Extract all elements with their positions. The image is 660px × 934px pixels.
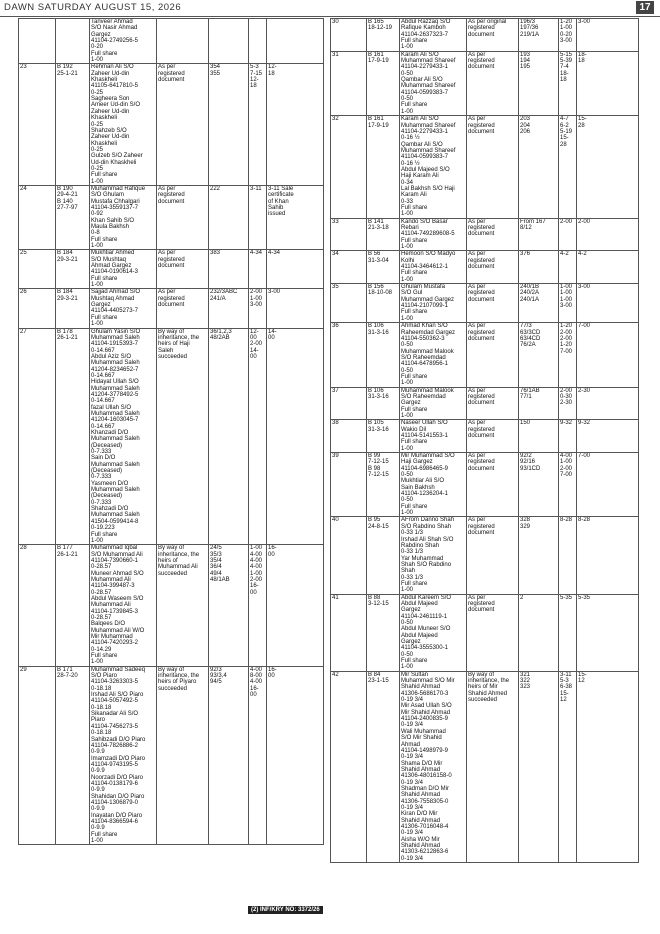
cell-persons: Abdul Razzaq S/O Rafique Kamboh 41104-2637323-7 Full share 1-00 xyxy=(400,19,467,52)
cell-area: 8-28 xyxy=(559,517,577,594)
cell-survey: 92/3 93/3,4 94/5 xyxy=(209,666,249,845)
cell-date: B 177 26-1-21 xyxy=(56,545,90,667)
cell-persons: Hemoon S/O Madyo Kolhi 41104-3464612-1 Full share 1-00 xyxy=(400,251,467,284)
cell-date: B 161 17-9-19 xyxy=(367,51,400,115)
cell-remarks: 2-30 xyxy=(577,387,639,420)
cell-area: 4-2 xyxy=(559,251,577,284)
cell-no: 26 xyxy=(19,289,56,328)
cell-remarks: 16- 00 xyxy=(267,666,324,845)
cell-date: B 106 31-3-16 xyxy=(367,387,400,420)
table-row xyxy=(19,289,324,328)
table-row xyxy=(331,218,639,251)
cell-no: 25 xyxy=(19,250,56,289)
cell-nature: As per registered document xyxy=(467,517,519,594)
table-row xyxy=(331,19,639,52)
cell-area: 1-20 2-00 2-00 1-20 7-00 xyxy=(559,323,577,387)
cell-remarks: 12- 18 xyxy=(267,64,324,186)
cell-nature: By way of inheritance, the heirs of Haji Saleh succeeded xyxy=(157,328,209,545)
cell-area: 2-00 xyxy=(559,218,577,251)
cell-persons: Tanveer Ahmad S/O Nasir Ahmad Gargez 41104-2749256-5 0-20 Full share 1-00 xyxy=(90,19,157,64)
cell-no: 42 xyxy=(331,671,367,862)
cell-no: 24 xyxy=(19,185,56,249)
cell-persons: Rehman Ali S/O Zaheer Ud-din Khaskheli 41105-6417810-5 0-25 Sagheera Son Ameer Ud-din S/O Zaheer Ud-din Khaskheli 0-25 Shahzeb S/O Zaheer Ud-din Khaskheli 0-25 Gulzeb S/O Zaheer Ud-din Khaskheli 0-25 Full share 1-00 xyxy=(90,64,157,186)
cell-area: 4-00 8-00 4-00 16- 00 xyxy=(249,666,267,845)
table-row xyxy=(331,420,639,453)
cell-persons: Muhammad Malook S/O Raheemdad Gargez Full share 1-00 xyxy=(400,387,467,420)
cell-area xyxy=(249,19,267,64)
cell-date: B 178 26-1-21 xyxy=(56,328,90,545)
cell-date: B 184 29-3-21 xyxy=(56,289,90,328)
cell-remarks: 2-00 xyxy=(577,218,639,251)
cell-no: 33 xyxy=(331,218,367,251)
cell-no: 34 xyxy=(331,251,367,284)
table-row xyxy=(19,328,324,545)
table-row xyxy=(331,387,639,420)
cell-persons: Karam Ali S/O Muhammad Shareef 41104-2279433-1 0-50 Qambar Ali S/O Muhammad Shareef 41104-0599383-7 0-50 Full share 1-00 xyxy=(400,51,467,115)
cell-remarks: 14- 00 xyxy=(267,328,324,545)
cell-survey: 76/1AB 77/1 xyxy=(519,387,559,420)
cell-persons: Mir Muhammad S/O Haji Gargez 41104-6986465-9 0-50 Mukhtiar Ali S/O Sain Bakhsh 41104-1236204-1 0-50 Full share 1-00 xyxy=(400,453,467,517)
cell-no: 40 xyxy=(331,517,367,594)
cell-persons: Mukhtiar Ahmed S/O Mushtaq Ahmad Gargez 41104-0190614-3 Full share 1-00 xyxy=(90,250,157,289)
cell-date: B 106 31-3-16 xyxy=(367,323,400,387)
cell-no: 23 xyxy=(19,64,56,186)
cell-no: 38 xyxy=(331,420,367,453)
cell-nature: By way of inheritance, the heirs of Piyaro succeeded xyxy=(157,666,209,845)
cell-date: B 165 18-12-19 xyxy=(367,19,400,52)
cell-persons: Ghulam Yasin S/O Muhammad Saleh 41104-1915393-7 0-14.667 Abdul Aziz S/O Muhammad Saleh 41204-8234652-7 0-14.667 Hidayat Ullah S/O Muhammad Saleh 41204-3778492-5 0-14.667 fazal Ullah S/O Muhammad Saleh 41204-1603045-7 0-14.667 Khanzadi D/O Muhammad Saleh (Deceased) 0-7.333 Sain D/O Muhammad Saleh (Deceased) 0-7.333 Yasmeen D/O Muhammad Saleh (Deceased) 0-7.333 Shahzadi D/O Muhammad Saleh 41504-0599414-8 0-19.223 Full share 1-00 xyxy=(90,328,157,545)
cell-area: 3-11 xyxy=(249,185,267,249)
cell-date: B 88 3-12-15 xyxy=(367,594,400,671)
cell-date: B 192 25-1-21 xyxy=(56,64,90,186)
cell-persons: AFrom Danno Shah S/O Rabdino Shah 0-33 1/3 Irshad Ali Shah S/O Rabdino Shah 0-33 1/3 Yar Muhammad Shah S/O Rabdino Shah 0-33 1/3 Full share 1-00 xyxy=(400,517,467,594)
cell-nature: As per registered document xyxy=(157,185,209,249)
cell-nature: As per registered document xyxy=(467,323,519,387)
table-row xyxy=(19,185,324,249)
cell-remarks: 9-32 xyxy=(577,420,639,453)
cell-persons: Ghulam Mustafa S/O Gul Muhammad Gargez 41104-2107099-1 Full share 1-00 xyxy=(400,284,467,323)
cell-area: 1-00 1-00 1-00 3-00 xyxy=(559,284,577,323)
cell-remarks: 15- 12 xyxy=(577,671,639,862)
table-row xyxy=(331,671,639,862)
cell-area: 2-00 1-00 3-00 xyxy=(249,289,267,328)
cell-date: B 190 29-4-21 B 140 27-7-97 xyxy=(56,185,90,249)
table-row xyxy=(19,250,324,289)
cell-date: B 56 31-3-04 xyxy=(367,251,400,284)
cell-remarks: 8-28 xyxy=(577,517,639,594)
cell-nature: As per registered document xyxy=(467,594,519,671)
table-row xyxy=(331,594,639,671)
cell-nature xyxy=(157,19,209,64)
table-row xyxy=(331,453,639,517)
table-row xyxy=(19,545,324,667)
table-row xyxy=(331,323,639,387)
cell-area: 4-00 1-00 2-00 7-00 xyxy=(559,453,577,517)
cell-survey: 77/3 63/3CD 63/4CD 76/2A xyxy=(519,323,559,387)
cell-survey: 2 xyxy=(519,594,559,671)
cell-survey: 321 322 323 xyxy=(519,671,559,862)
cell-date: B 141 21-3-18 xyxy=(367,218,400,251)
cell-nature: As per registered document xyxy=(467,284,519,323)
cell-no: 39 xyxy=(331,453,367,517)
table-row xyxy=(331,51,639,115)
cell-survey: 232/3ABC 241/A xyxy=(209,289,249,328)
cell-area: 9-32 xyxy=(559,420,577,453)
cell-survey: 193 194 195 xyxy=(519,51,559,115)
cell-survey: 240/1B 240/2A 240/1A xyxy=(519,284,559,323)
cell-date: B 161 17-9-19 xyxy=(367,116,400,219)
cell-persons: Abdul Kareem S/O Abdul Majeed Gargez 41104-2461119-1 0-50 Abdul Muneer S/O Abdul Majeed Gargez 41104-3555300-1 0-50 Full share 1-00 xyxy=(400,594,467,671)
cell-nature: As per registered document xyxy=(157,289,209,328)
cell-area: 5-35 xyxy=(559,594,577,671)
cell-nature: As per original registered document xyxy=(467,19,519,52)
cell-no: 30 xyxy=(331,19,367,52)
cell-remarks: 7-00 xyxy=(577,323,639,387)
cell-persons: Sajjad Ahmad S/O Mushtaq Ahmad Gargez 41104-4405273-7 Full share 1-00 xyxy=(90,289,157,328)
cell-nature: As per registered document xyxy=(467,116,519,219)
cell-remarks: 3-11 Sale certificate of Khan Sahib issued xyxy=(267,185,324,249)
cell-survey: 376 xyxy=(519,251,559,284)
cell-survey xyxy=(209,19,249,64)
table-row xyxy=(331,517,639,594)
cell-remarks: 3-00 xyxy=(577,284,639,323)
cell-survey: 222 xyxy=(209,185,249,249)
cell-persons: Ahmad Khan S/O Raheemdad Gargez 41104-550362-3 0-50 Muhammad Malook S/O Raheemdad 41104-6478956-1 0-50 Full share 1-00 xyxy=(400,323,467,387)
cell-survey: 196/3 197/36 219/1A xyxy=(519,19,559,52)
masthead-dateline: DAWN SATURDAY AUGUST 15, 2026 xyxy=(4,2,182,13)
left-column xyxy=(18,18,323,845)
cell-nature: As per registered document xyxy=(157,250,209,289)
cell-survey: 150 xyxy=(519,420,559,453)
cell-no: 36 xyxy=(331,323,367,387)
cell-no: 31 xyxy=(331,51,367,115)
cell-area: 12- 00 2-00 14- 00 xyxy=(249,328,267,545)
cell-date: B 184 29-3-21 xyxy=(56,250,90,289)
cell-date: B 171 28-7-20 xyxy=(56,666,90,845)
cell-persons: Muhammad Iqbal S/O Muhammad Ali 41104-7390660-1 0-28.57 Muneer Ahmad S/O Muhammad Ali 41104-399487-3 0-28.57 Abdul Waseem S/O Muhammad Ali 41104-1739845-3 0-28.57 Balqees D/O Muhammad Ali W/O Mir Muhammad 41104-7420293-2 0-14.29 Full share 1-00 xyxy=(90,545,157,667)
table-row xyxy=(331,251,639,284)
cell-survey: 36/1,2,3 48/2AB xyxy=(209,328,249,545)
cell-nature: As per registered document xyxy=(467,218,519,251)
inf-ad-number: (2) INF/KRY NO: 3372/26 xyxy=(248,906,323,914)
cell-date: B 105 31-3-16 xyxy=(367,420,400,453)
cell-nature: As per registered document xyxy=(467,387,519,420)
cell-area: 4-34 xyxy=(249,250,267,289)
cell-remarks: 15- 28 xyxy=(577,116,639,219)
cell-remarks: 3-00 xyxy=(577,19,639,52)
cell-nature: As per registered document xyxy=(467,420,519,453)
cell-persons: Karam Ali S/O Muhammad Shareef 41104-2279433-1 0-16 ½ Qambar Ali S/O Muhammad Shareef 41104-0599383-7 0-16 ½ Abdul Majeed S/O Haji Karam Ali 0-34 Lal Bakhsh S/O Haji Karam Ali 0-33 Full share 1-00 xyxy=(400,116,467,219)
cell-remarks: 16- 00 xyxy=(267,545,324,667)
cell-remarks: 5-35 xyxy=(577,594,639,671)
cell-no: 32 xyxy=(331,116,367,219)
cell-persons: Muhammad Sadeeq S/O Piaro 41104-3263303-5 0-18.18 Irshad Ali S/O Piaro 41104-5057492-5 0-18.18 Sikanadar Ali S/O Piaro 41104-7456273-5 0-18.18 Sahibzadi D/O Piaro 41104-7826886-2 0-9.9 Imamzadi D/O Piaro 41104-9743195-5 0-9.9 Noorzadi D/O Piaro 41104-0138179-6 0-9.9 Shahidan D/O Piaro 41104-1306879-0 0-9.9 Inayatan D/O Piaro 41104-8366594-6 0-9.9 Full share 1-00 xyxy=(90,666,157,845)
cell-no: 35 xyxy=(331,284,367,323)
cell-date: B 99 7-12-15 B 98 7-12-15 xyxy=(367,453,400,517)
newspaper-header xyxy=(0,0,660,17)
cell-no: 41 xyxy=(331,594,367,671)
table-row xyxy=(19,666,324,845)
cell-survey: 92/2 92/16 93/1CD xyxy=(519,453,559,517)
cell-date: B 95 24-8-15 xyxy=(367,517,400,594)
cell-persons: Muhammad Rafique S/O Ghulam Mustafa Chhalgari 41104-3559137-7 0-92 Khan Sahib S/O Maula Bakhsh 0-8 Full share 1-00 xyxy=(90,185,157,249)
cell-remarks: 3-00 xyxy=(267,289,324,328)
cell-area: 1-00 4-00 4-00 4-00 1-00 2-00 16- 00 xyxy=(249,545,267,667)
cell-no: 37 xyxy=(331,387,367,420)
cell-nature: As per registered document xyxy=(467,51,519,115)
cell-no xyxy=(19,19,56,64)
right-column xyxy=(330,18,638,863)
cell-area: 5-3 7-15 12- 18 xyxy=(249,64,267,186)
cell-area: 4-7 6-2 5-19 15- 28 xyxy=(559,116,577,219)
cell-area: 3-11 5-3 6-38 15- 12 xyxy=(559,671,577,862)
cell-nature: As per registered document xyxy=(467,251,519,284)
cell-remarks: 7-00 xyxy=(577,453,639,517)
cell-nature: As per registered document xyxy=(157,64,209,186)
cell-survey: 203 204 206 xyxy=(519,116,559,219)
cell-persons: Mir Sultan Muhammad S/O Mir Shahid Ahmad 41306-5686170-3 0-19 3/4 Mir Asad Ullah S/O Mir Shahid Ahmad 41104-2400835-9 0-19 3/4 Wali Muhammad S/O Mir Shahid Ahmad 41104-1498979-9 0-19 3/4 Shama D/O Mir Shahid Ahmad 41306-48016158-0 0-19 3/4 Shadman D/O Mir Shahid Ahmad 41306-7558305-0 0-19 3/4 Kiran D/O Mir Shahid Ahmad 41306-7016048-4 0-19 3/4 Aisha W/O Mir Shahid Ahmad 41303-6212863-6 0-19 3/4 xyxy=(400,671,467,862)
cell-remarks xyxy=(267,19,324,64)
cell-no: 28 xyxy=(19,545,56,667)
cell-no: 29 xyxy=(19,666,56,845)
cell-survey: 328 329 xyxy=(519,517,559,594)
land-record-table-right xyxy=(330,18,639,863)
cell-remarks: 4-2 xyxy=(577,251,639,284)
cell-date: B 84 23-1-15 xyxy=(367,671,400,862)
cell-remarks: 4-34 xyxy=(267,250,324,289)
cell-area: 1-20 1-00 0-20 3-00 xyxy=(559,19,577,52)
cell-date: B 156 18-10-08 xyxy=(367,284,400,323)
cell-survey: From 167 8/12 xyxy=(519,218,559,251)
table-row xyxy=(331,116,639,219)
cell-persons: Kando S/O Basar Rebari 41104-749289608-5 Full share 1-00 xyxy=(400,218,467,251)
cell-survey: 354 355 xyxy=(209,64,249,186)
cell-date xyxy=(56,19,90,64)
cell-survey: 383 xyxy=(209,250,249,289)
cell-nature: As per registered document xyxy=(467,453,519,517)
cell-remarks: 18- 18 xyxy=(577,51,639,115)
cell-persons: Naseer Ullah S/O Wakio Dil 41104-5141553-1 Full share 1-00 xyxy=(400,420,467,453)
cell-area: 5-15 5-39 7-4 18- 18 xyxy=(559,51,577,115)
cell-nature: By way of inheritance, the heirs of Muhammad Ali succeeded xyxy=(157,545,209,667)
table-row xyxy=(19,64,324,186)
table-row xyxy=(331,284,639,323)
land-record-table-left xyxy=(18,18,324,845)
table-row xyxy=(19,19,324,64)
cell-nature: By way of inheritance, the heirs of Mir Shahid Ahmed succeeded xyxy=(467,671,519,862)
cell-no: 27 xyxy=(19,328,56,545)
cell-survey: 24/5 35/3 35/4 36/4 49/4 48/1AB xyxy=(209,545,249,667)
cell-area: 2-00 0-30 2-30 xyxy=(559,387,577,420)
page-number-badge: 17 xyxy=(636,1,654,14)
